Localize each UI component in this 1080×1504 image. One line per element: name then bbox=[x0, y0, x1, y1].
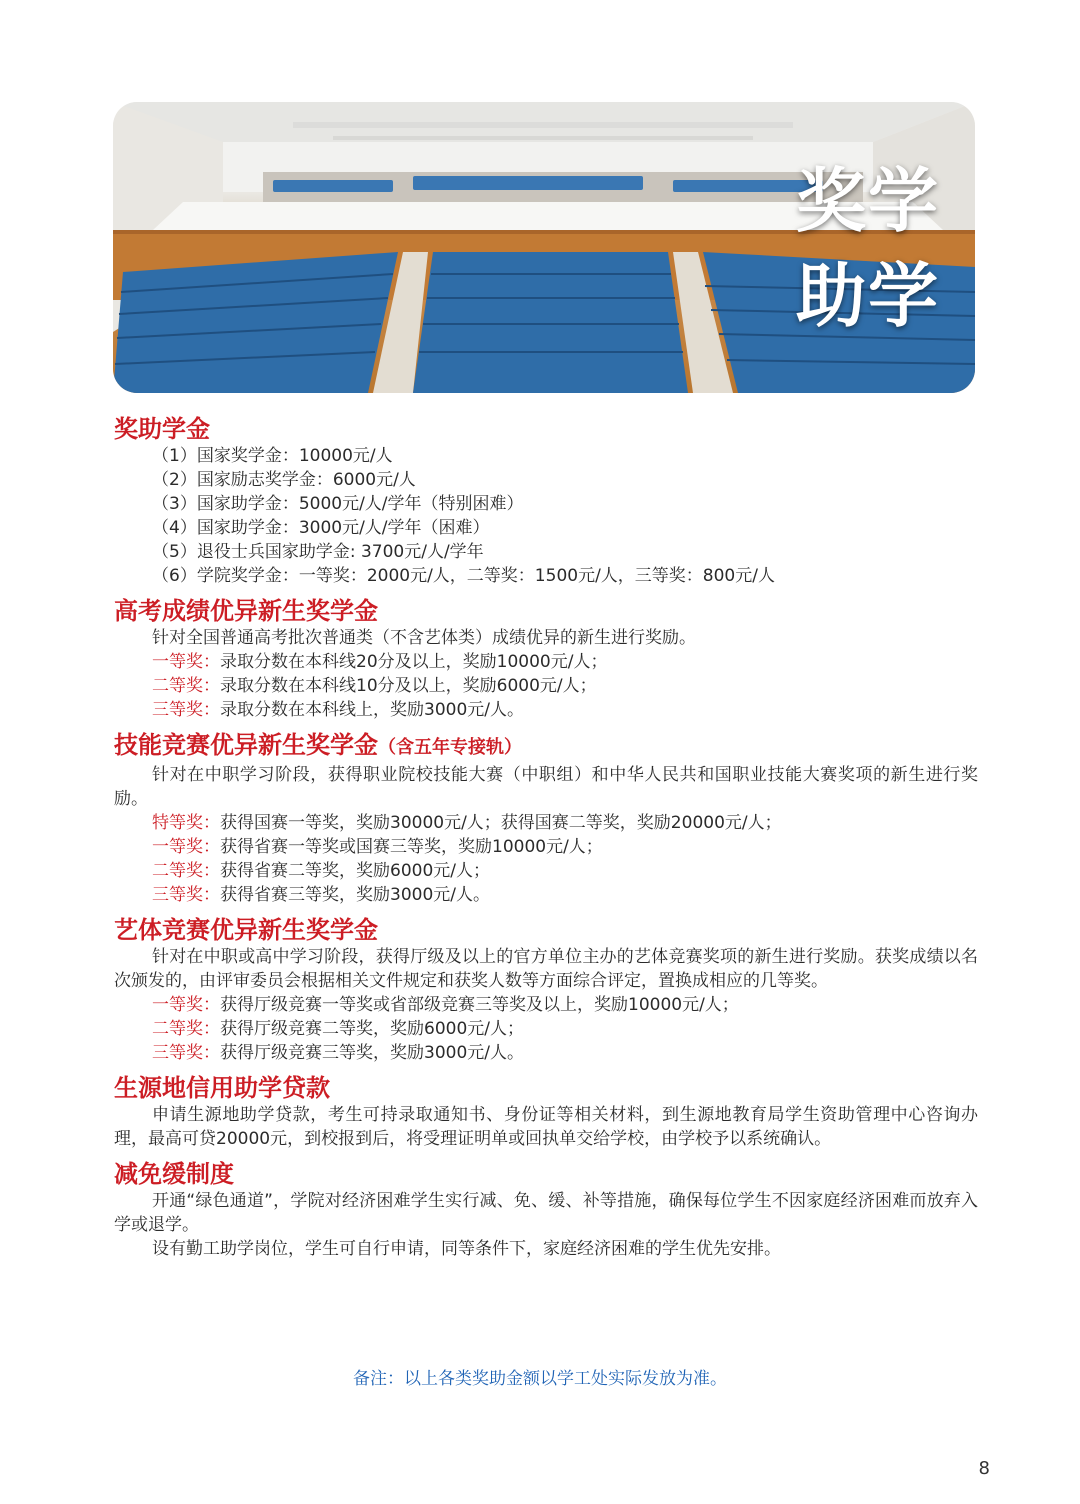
award-label: 三等奖： bbox=[152, 1043, 220, 1063]
section-paragraph: 开通“绿色通道”，学院对经济困难学生实行减、免、缓、补等措施，确保每位学生不因家庭经济困难而放弃入学或退学。 bbox=[114, 1191, 978, 1235]
award-label: 三等奖： bbox=[152, 885, 220, 905]
award-line bbox=[114, 1017, 978, 1041]
content-body bbox=[114, 414, 978, 1261]
award-label: 二等奖： bbox=[152, 861, 220, 881]
award-line bbox=[114, 650, 978, 674]
list-item: （3）国家助学金：5000元/人/学年（特别困难） bbox=[152, 494, 524, 514]
list-item: （1）国家奖学金：10000元/人 bbox=[152, 446, 393, 466]
award-text: 获得省赛三等奖，奖励3000元/人。 bbox=[220, 885, 490, 905]
list-item: （4）国家助学金：3000元/人/学年（困难） bbox=[152, 518, 490, 538]
award-line bbox=[114, 993, 978, 1017]
page-number: 8 bbox=[978, 1458, 990, 1479]
list-item: （6）学院奖学金：一等奖：2000元/人，二等奖：1500元/人，三等奖：800元/人 bbox=[152, 566, 775, 586]
award-text: 获得省赛一等奖或国赛三等奖，奖励10000元/人； bbox=[220, 837, 603, 857]
section-heading-arts-sports: 艺体竞赛优异新生奖学金 bbox=[114, 916, 378, 944]
hero-title bbox=[783, 154, 953, 344]
award-text: 获得厅级竞赛三等奖，奖励3000元/人。 bbox=[220, 1043, 524, 1063]
award-label: 一等奖： bbox=[152, 652, 220, 672]
award-label: 二等奖： bbox=[152, 676, 220, 696]
award-text: 获得厅级竞赛一等奖或省部级竞赛三等奖及以上，奖励10000元/人； bbox=[220, 995, 739, 1015]
section-heading-fee-relief: 减免缓制度 bbox=[114, 1160, 234, 1188]
award-line bbox=[114, 883, 978, 907]
section-intro: 申请生源地助学贷款，考生可持录取通知书、身份证等相关材料，到生源地教育局学生资助管理中心咨询办理，最高可贷20000元，到校报到后，将受理证明单或回执单交给学校，由学校予以系统确认。 bbox=[114, 1105, 978, 1149]
section-heading-gaokao: 高考成绩优异新生奖学金 bbox=[114, 597, 378, 625]
award-line bbox=[114, 674, 978, 698]
section-intro: 针对在中职学习阶段，获得职业院校技能大赛（中职组）和中华人民共和国职业技能大赛奖项的新生进行奖励。 bbox=[114, 765, 978, 809]
award-label: 一等奖： bbox=[152, 837, 220, 857]
award-text: 录取分数在本科线10分及以上，奖励6000元/人； bbox=[220, 676, 597, 696]
award-label: 三等奖： bbox=[152, 700, 220, 720]
section-paragraph: 设有勤工助学岗位，学生可自行申请，同等条件下，家庭经济困难的学生优先安排。 bbox=[152, 1239, 781, 1259]
award-label: 特等奖： bbox=[152, 813, 220, 833]
section-intro: 针对全国普通高考批次普通类（不含艺体类）成绩优异的新生进行奖励。 bbox=[152, 628, 696, 648]
section-heading-skills bbox=[114, 730, 978, 763]
award-line bbox=[114, 811, 978, 835]
award-text: 获得厅级竞赛二等奖，奖励6000元/人； bbox=[220, 1019, 524, 1039]
section-heading-note: （含五年专接轨） bbox=[378, 737, 522, 758]
section-intro: 针对在中职或高中学习阶段，获得厅级及以上的官方单位主办的艺体竞赛奖项的新生进行奖励。获奖成绩以名次颁发的，由评审委员会根据相关文件规定和获奖人数等方面综合评定，置换成相应的几等奖。 bbox=[114, 947, 978, 991]
footnote-remark: 备注：以上各类奖助金额以学工处实际发放为准。 bbox=[353, 1369, 727, 1389]
award-label: 一等奖： bbox=[152, 995, 220, 1015]
award-label: 二等奖： bbox=[152, 1019, 220, 1039]
hero-title-line1: 奖学 bbox=[796, 160, 940, 242]
award-line bbox=[114, 698, 978, 722]
section-heading-student-loan: 生源地信用助学贷款 bbox=[114, 1074, 330, 1102]
award-text: 录取分数在本科线20分及以上，奖励10000元/人； bbox=[220, 652, 608, 672]
section-heading-scholarships: 奖助学金 bbox=[114, 415, 210, 443]
hero-title-line2: 助学 bbox=[796, 255, 940, 337]
award-line bbox=[114, 1041, 978, 1065]
award-text: 获得国赛一等奖，奖励30000元/人；获得国赛二等奖，奖励20000元/人； bbox=[220, 813, 782, 833]
list-item: （5）退役士兵国家助学金: 3700元/人/学年 bbox=[152, 542, 484, 562]
award-text: 获得省赛二等奖，奖励6000元/人； bbox=[220, 861, 490, 881]
award-text: 录取分数在本科线上，奖励3000元/人。 bbox=[220, 700, 524, 720]
award-line bbox=[114, 859, 978, 883]
list-item: （2）国家励志奖学金：6000元/人 bbox=[152, 470, 416, 490]
section-heading-text: 技能竞赛优异新生奖学金 bbox=[114, 731, 378, 759]
hero-auditorium-image bbox=[113, 102, 975, 393]
award-line bbox=[114, 835, 978, 859]
